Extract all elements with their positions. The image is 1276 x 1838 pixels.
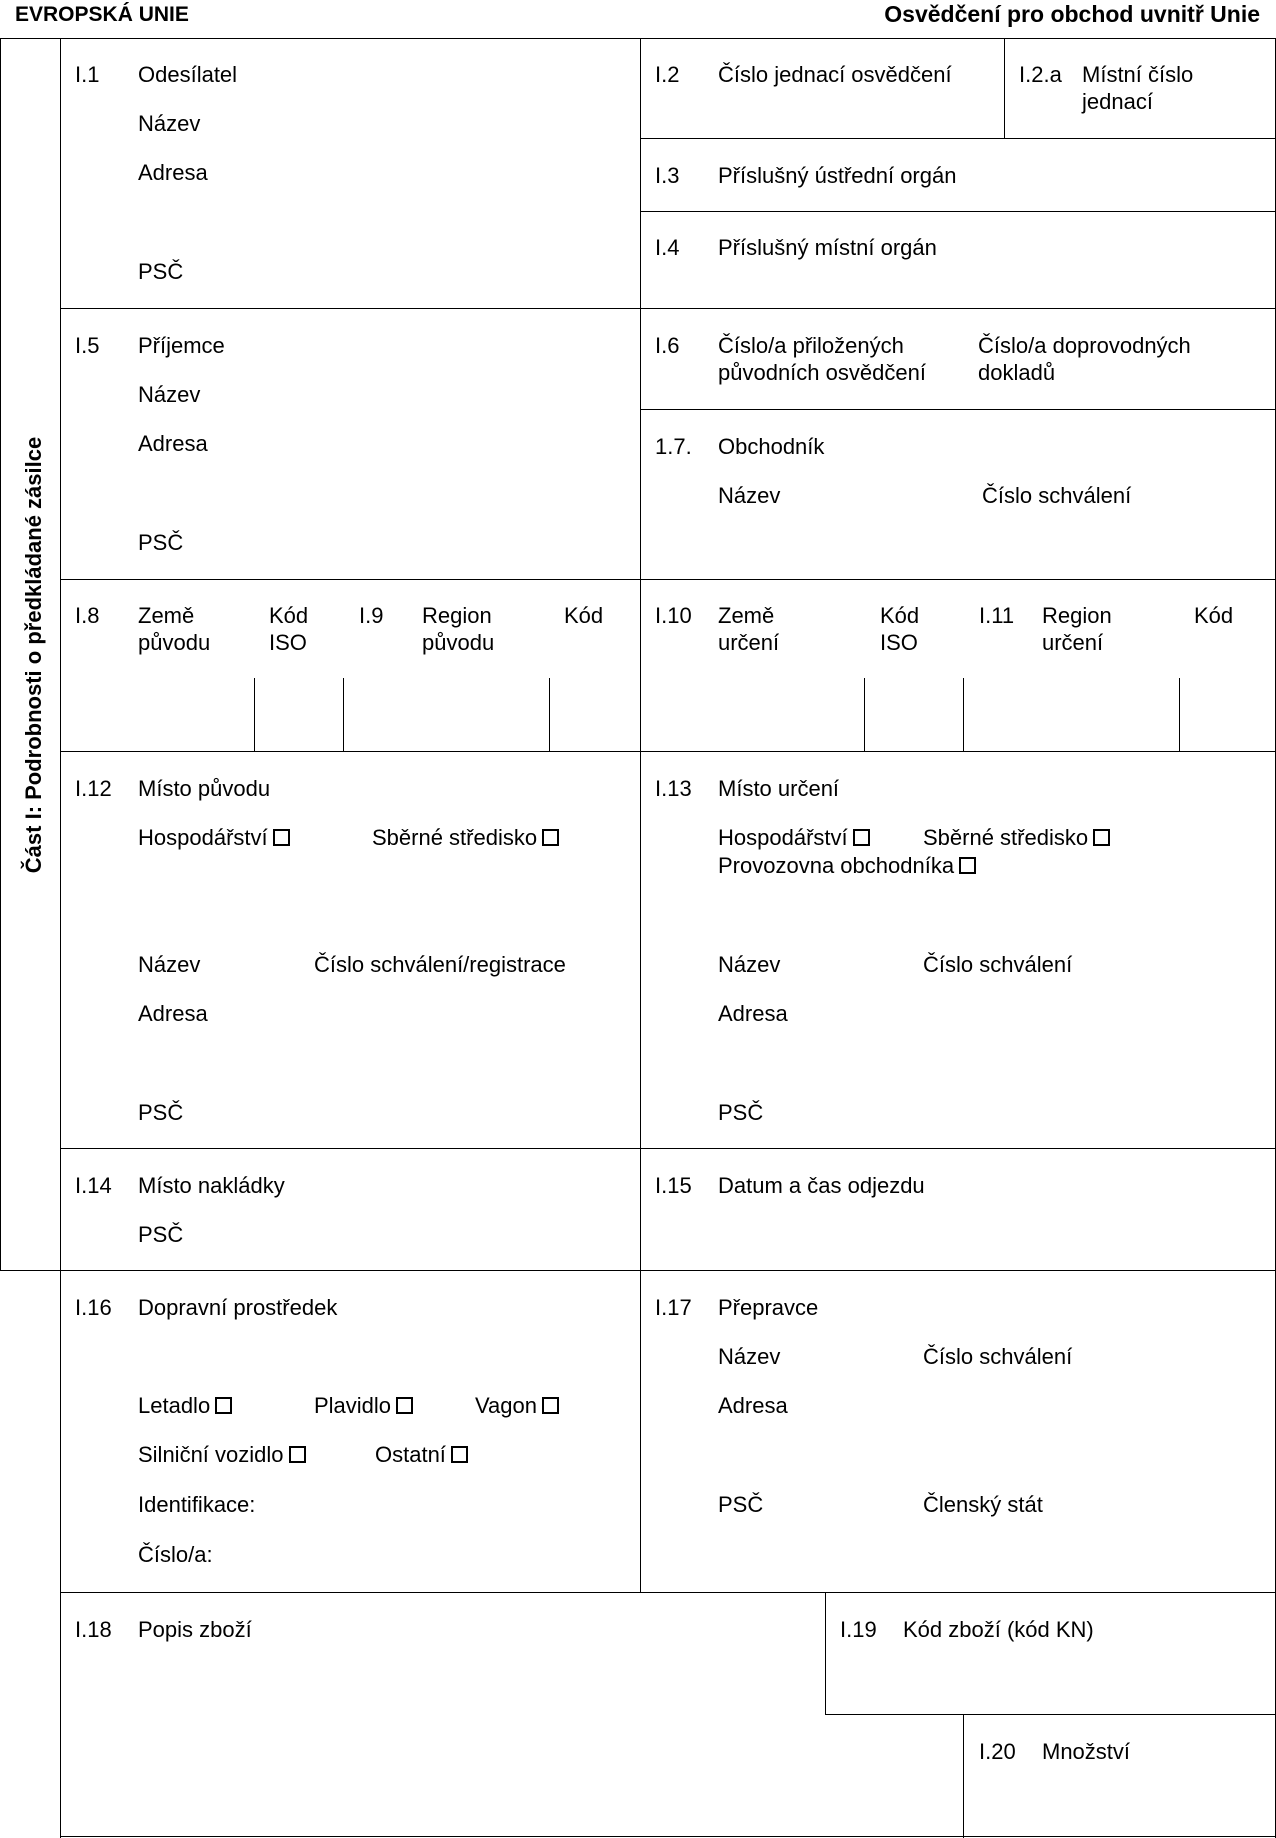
box-i12-title: Místo původu <box>138 776 271 801</box>
transport-wagon-option[interactable]: Vagon <box>475 1392 559 1419</box>
destination-approval-label: Číslo schválení <box>923 952 1073 977</box>
box-i10-title-line2: určení <box>718 630 780 655</box>
transport-aircraft-checkbox[interactable] <box>215 1397 232 1414</box>
box-i3-number: I.3 <box>655 163 680 188</box>
box-i18-title: Popis zboží <box>138 1617 252 1642</box>
transport-aircraft-option[interactable]: Letadlo <box>138 1392 232 1419</box>
box-i15-number: I.15 <box>655 1173 692 1198</box>
box-i6-title-line2: původních osvědčení <box>718 360 926 385</box>
consignor-postcode-label: PSČ <box>138 259 184 284</box>
loading-postcode-label: PSČ <box>138 1222 184 1247</box>
box-i2-number: I.2 <box>655 62 680 87</box>
box-i9-title-line2: původu <box>422 630 495 655</box>
box-i5-title: Příjemce <box>138 333 225 358</box>
header-left: EVROPSKÁ UNIE <box>15 3 189 26</box>
transport-vessel-option[interactable]: Plavidlo <box>314 1392 413 1419</box>
box-i20-number: I.20 <box>979 1739 1016 1764</box>
box-i8-title-line2: původu <box>138 630 211 655</box>
box-i14-title: Místo nakládky <box>138 1173 285 1198</box>
origin-address-label: Adresa <box>138 1001 208 1026</box>
destination-name-label: Název <box>718 952 781 977</box>
box-i2a-title-line2: jednací <box>1082 89 1153 114</box>
transport-wagon-checkbox[interactable] <box>542 1397 559 1414</box>
box-i3-title: Příslušný ústřední orgán <box>718 163 957 188</box>
transport-other-option[interactable]: Ostatní <box>375 1441 468 1468</box>
box-i4-title: Příslušný místní orgán <box>718 235 937 260</box>
box-i5-number: I.5 <box>75 333 100 358</box>
box-i6-title-line1: Číslo/a přiložených <box>718 333 904 358</box>
box-i7-title: Obchodník <box>718 434 825 459</box>
consignor-address-label: Adresa <box>138 160 208 185</box>
consignor-name-label: Název <box>138 111 201 136</box>
transporter-name-label: Název <box>718 1344 781 1369</box>
destination-dealer-option[interactable]: Provozovna obchodníka <box>718 852 976 879</box>
destination-collection-checkbox[interactable] <box>1093 829 1110 846</box>
transport-number-label: Číslo/a: <box>138 1542 213 1567</box>
consignee-address-label: Adresa <box>138 431 208 456</box>
origin-name-label: Název <box>138 952 201 977</box>
box-i19-number: I.19 <box>840 1617 877 1642</box>
box-i12-number: I.12 <box>75 776 112 801</box>
box-i8-code-line2: ISO <box>269 630 307 655</box>
box-i1-title: Odesílatel <box>138 62 238 87</box>
box-i11-title-line2: určení <box>1042 630 1104 655</box>
box-i8-title-line1: Země <box>138 603 195 628</box>
transporter-postcode-label: PSČ <box>718 1492 764 1517</box>
box-i13-number: I.13 <box>655 776 692 801</box>
certificate-page: EVROPSKÁ UNIE Osvědčení pro obchod uvnitř Unie Část I: Podrobnosti o předkládané zásilce I.1 Odesílatel Název Adresa PSČ I.2 Číslo jednací osvědčení I.2.a Místní číslo jednací I.3 Příslušný ústřední orgán I.4 Příslušný místní orgán I.5 Příjemce Název Adresa PSČ I.6 Číslo/a přiložených původních osvědčení Číslo/a doprovodných dokladů 1.7. Obchodník Název Číslo schválení I.8 Země původu Kód ISO I.9 Region původu Kód I.10 Země určení Kód ISO I.11 Region určení Kód I.12 Místo původu Hospodářství Sběrné středisko Název Číslo schválení/registrace Adresa PSČ I.13 Místo určení Hospodářství Sběrné středisko Provozovna obchodníka Název Číslo schválení Adresa PSČ I.14 Místo nakládky PSČ I.15 Datum a čas odjezdu I.16 Dopravní prostředek Letadlo Plavidlo Vagon Silniční vozidlo Ostatní Identifikace: Číslo/a: I.17 Přepravce Název Číslo schválení Adresa PSČ Členský stát I.18 Popis zboží I.19 Kód zboží (kód KN) I.20 Množství <box>0 0 1276 1838</box>
origin-collection-checkbox[interactable] <box>542 829 559 846</box>
origin-collection-option[interactable]: Sběrné středisko <box>372 824 559 851</box>
box-i6-title2-line2: dokladů <box>978 360 1056 385</box>
box-i10-code-line2: ISO <box>880 630 918 655</box>
origin-approval-label: Číslo schválení/registrace <box>314 952 566 977</box>
box-i17-number: I.17 <box>655 1295 692 1320</box>
box-i2a-number: I.2.a <box>1019 62 1062 87</box>
transporter-approval-label: Číslo schválení <box>923 1344 1073 1369</box>
dealer-name-label: Název <box>718 483 781 508</box>
box-i14-number: I.14 <box>75 1173 112 1198</box>
transporter-member-state-label: Členský stát <box>923 1492 1043 1517</box>
destination-postcode-label: PSČ <box>718 1100 764 1125</box>
origin-farm-checkbox[interactable] <box>273 829 290 846</box>
transport-identification-label: Identifikace: <box>138 1492 256 1517</box>
header-right: Osvědčení pro obchod uvnitř Unie <box>884 1 1260 27</box>
box-i16-title: Dopravní prostředek <box>138 1295 338 1320</box>
transport-other-checkbox[interactable] <box>451 1446 468 1463</box>
box-i2-title: Číslo jednací osvědčení <box>718 62 952 87</box>
box-i18-number: I.18 <box>75 1617 112 1642</box>
box-i2a-title-line1: Místní číslo <box>1082 62 1194 87</box>
box-i6-number: I.6 <box>655 333 680 358</box>
origin-farm-option[interactable]: Hospodářství <box>138 824 290 851</box>
box-i17-title: Přepravce <box>718 1295 819 1320</box>
box-i9-code: Kód <box>564 603 604 628</box>
box-i10-number: I.10 <box>655 603 692 628</box>
box-i20-title: Množství <box>1042 1739 1131 1764</box>
box-i10-title-line1: Země <box>718 603 775 628</box>
box-i10-code-line1: Kód <box>880 603 920 628</box>
destination-collection-option[interactable]: Sběrné středisko <box>923 824 1110 851</box>
transport-vessel-checkbox[interactable] <box>396 1397 413 1414</box>
origin-postcode-label: PSČ <box>138 1100 184 1125</box>
box-i9-title-line1: Region <box>422 603 492 628</box>
destination-farm-checkbox[interactable] <box>853 829 870 846</box>
box-i6-title2-line1: Číslo/a doprovodných <box>978 333 1191 358</box>
transport-road-checkbox[interactable] <box>289 1446 306 1463</box>
box-i7-number: 1.7. <box>655 434 692 459</box>
destination-farm-option[interactable]: Hospodářství <box>718 824 870 851</box>
box-i11-title-line1: Region <box>1042 603 1112 628</box>
box-i4-number: I.4 <box>655 235 680 260</box>
destination-dealer-checkbox[interactable] <box>959 857 976 874</box>
box-i11-code: Kód <box>1194 603 1234 628</box>
box-i1-number: I.1 <box>75 62 100 87</box>
box-i16-number: I.16 <box>75 1295 112 1320</box>
box-i8-code-line1: Kód <box>269 603 309 628</box>
box-i19-title: Kód zboží (kód KN) <box>903 1617 1094 1642</box>
box-i8-number: I.8 <box>75 603 100 628</box>
consignee-postcode-label: PSČ <box>138 530 184 555</box>
box-i11-number: I.11 <box>979 603 1015 628</box>
box-i13-title: Místo určení <box>718 776 840 801</box>
destination-address-label: Adresa <box>718 1001 788 1026</box>
dealer-approval-label: Číslo schválení <box>982 483 1132 508</box>
transport-road-option[interactable]: Silniční vozidlo <box>138 1441 306 1468</box>
transporter-address-label: Adresa <box>718 1393 788 1418</box>
box-i15-title: Datum a čas odjezdu <box>718 1173 925 1198</box>
box-i9-number: I.9 <box>359 603 384 628</box>
consignee-name-label: Název <box>138 382 201 407</box>
